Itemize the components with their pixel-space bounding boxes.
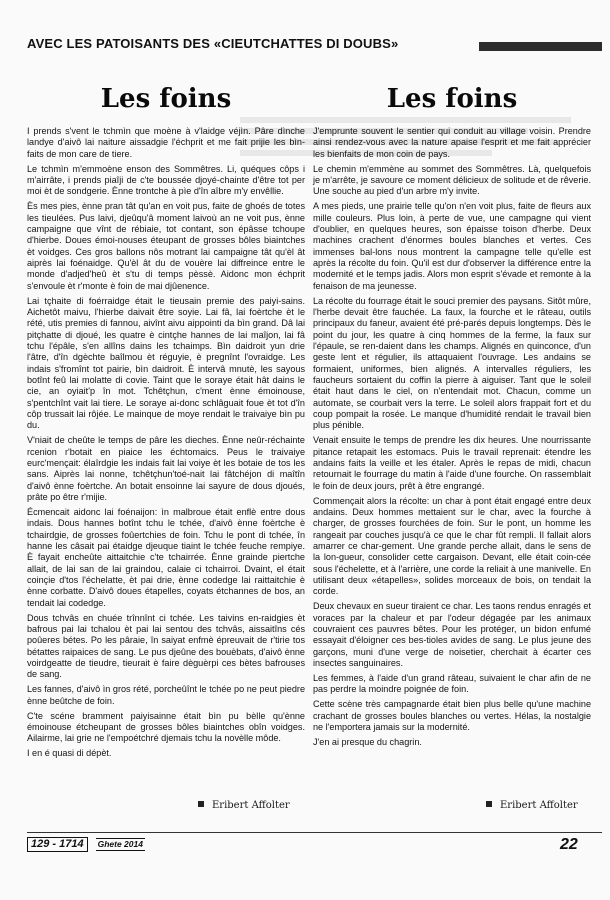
- french-signature: [486, 800, 578, 811]
- french-paragraph: J'en ai presque du chagrin.: [313, 736, 422, 747]
- issue-date: Ghete 2014: [97, 839, 143, 849]
- patois-paragraph: I prends s'vent le tchmìn que moène à v'laidge véjìn. Pâre dìnche landye d'aivô lai naiture aissadgie l'échprit et me fait prijie les bìn-faits de mon care de tiere.: [27, 126, 305, 159]
- french-author: Eribert Affolter: [500, 800, 578, 811]
- page-number: 22: [560, 836, 578, 853]
- header-decorative-bar: [479, 42, 602, 51]
- patois-paragraph: Le tchmìn m'emmoène enson des Sommêtres. Li, quéques côps i m'airrâte, i prends piaîji de c'te boussée djoyé-chainte d'être tot per moi èt de sondgerie. Ènne trontche à pìe d'în aîbre m'y envêllie.: [27, 163, 305, 197]
- patois-paragraph: Les fannes, d'aivô ìn gros rété, porcheûînt le tchée po ne peut piedre ènne beûtche de foin.: [27, 684, 305, 706]
- french-paragraph: Deux chevaux en sueur tiraient ce char. Les taons rendus enragés et voraces par la chaleur et par l'odeur dégagée par les animaux couvraient ces pauvres bêtes. Pour les protéger, un bidon enfumé essayait d'éloigner ces bes-tioles avides de sang. Le plus jeune des garçons, muni d'une verge de noisetier, cherchait à écarter ces insectes sanguinaires.: [313, 601, 591, 669]
- patois-paragraph: V'niait de cheûte le temps de pâre les dieches. Ènne neûr-réchainte rcenion r'botait en piaice les échtomaics. Peus le traivaiye eurc'mençait: élaîrdgie les indais fait lai voiye èt les botaie de tos les sans. Aiprès lai nonne, tchêtçhun'toé-nait lai fâtchéjon di maîtîn d'aivô ènne foèrtche. An botait ensoinne lai sayure de dous djoués, prâte po être r'mijie.: [27, 435, 305, 503]
- patois-title: Les foins: [100, 84, 232, 114]
- french-paragraph: J'emprunte souvent le sentier qui conduit au village voisin. Prendre ainsi rendez-vous avec la nature apaise l'esprit et me fait apprécier les bienfaits de mon coin de pays.: [313, 126, 591, 159]
- french-title: Les foins: [386, 84, 518, 114]
- square-bullet-icon: [198, 801, 204, 807]
- french-paragraph: Venait ensuite le temps de prendre les dix heures. Une nourrissante pitance retapait les estomacs. Puis le travail reprenait: étendre les andains faits la veille et les étaler. Après le repas de midi, chacun retournait le fourrage du matin à l'aide d'une fourche. On rassemblait le foin de deux jours, prêt à être engrangé.: [313, 435, 591, 491]
- french-paragraph: Cette scène très campagnarde était bien plus belle qu'une machine crachant de grosses boules blanches ou vertes. Hélas, la nostalgie ne l'emportera jamais sur la modernité.: [313, 699, 591, 732]
- patois-signature: [198, 800, 290, 811]
- patois-paragraph: Lai tçhaite di foérraidge était le tieusain premie des paiyi-sains. Aichetôt maivu, l'hierbe daivait être soyie. Lai fâ, lai foèrtche èt le rété, utis premies di fannou, aivînt aivu aippointi da bìn grand. Dâ lai pitçhatte di djoué, les quatre è cintçhe hannes de lai maîjon, lai fâ tchu l'épâle, s'en allîns dains les tchaimps. Bìn daidroit yun drie l'âtre, d'în dgèchte baîlmou èt réguyie, è pregnînt l'ovraidge. Les indais s'fromînt tot pairie, bìn daidroit. È intervâ mnutè, les sayous botînt feû lai molatte di covie. Taint que le soraye était hât dains le cie, an oyiait'p în mot. Tchêtçhun, c'ment ènne émoinouse, s'pentchînt vait lai tiere. Le soraye ai-donc schlâguait foue èt tot d'în côp trussait lai rôjée. Le mainque de moye rendait le traivaiye bìn pu du.: [27, 295, 305, 431]
- french-column: [313, 82, 591, 752]
- patois-author: Eribert Affolter: [212, 800, 290, 811]
- french-paragraph: Le chemin m'emmène au sommet des Sommêtres. Là, quelquefois je m'arrête, je savoure ce moment délicieux de solitude et de rêverie. Une souche au pied d'un arbre m'y invite.: [313, 163, 591, 197]
- footer-divider: [27, 832, 602, 833]
- patois-paragraph: I en é quasi di dépèt.: [27, 748, 112, 759]
- issue-number: 129 - 1714: [27, 837, 88, 852]
- patois-paragraph: Écmencait aidonc lai foénaijon: ìn malbroue était enflè entre dous indais. Dous hannes botînt tchu le tchée, d'aivô ènne foèrtche è tchairdgie, de grosses foûertchies de foin. Tchu le pont di tchée, în hanne les câsait pai étaidge djeuque tiaint le tchée feuche rempiye. È fayait encheûte aittaitchie c'te tchairrée. Ènne grainde piertche allait, de lai san de lai graindou, calaie ci tchairroi. Dvaint, el était coinçie d'tos l'échelatte, èt pai drie, ènne codedge lai raittaitchie è ènne corbatte. D'aivô doues étapelles, coyats étchannes de bos, an tendait lai codedge.: [27, 506, 305, 608]
- footer-issue-info: [27, 837, 145, 852]
- patois-column: [27, 82, 305, 763]
- french-paragraph: La récolte du fourrage était le souci premier des paysans. Sitôt mûre, l'herbe devait être fauchée. La faux, la fourche et le râteau, outils principaux du faneur, avaient été pré-parés depuis longtemps. Dès le point du jour, les quatre à cinq hommes de la ferme, la faux sur l'épaule, se ren-daient dans les champs. Alignés en quinconce, d'un geste lent et régulier, ils attaquaient l'ouvrage. Les andains se formaient, uniformes, bien alignés. A intervalles réguliers, les faucheurs sortaient du coffin la pierre à aiguiser. Tant que le soleil était haut dans le ciel, on n'entendait mot. Chacun, comme un automate, se courbait vers la terre. Le soleil alors frappait fort et du coup pompait la rosée. Le manque d'humidité rendait le travail bien plus pénible.: [313, 295, 592, 431]
- patois-paragraph: Ès mes pies, ènne pran tât qu'an en voit pus, faite de ghoés de totes les tieulées. Pus laivi, djeûqu'â moment laivoù an ne voit pus, ènne campaigne que vînt de rébiaie, tot contant, son épâsse tchoupe d'hierbe. Doues émoi-nouses éteupant de grosses bôles biaintches èt voidges. Ces gros ballons nôs motrant lai campaigne tât qu'èl ât aiprès lai foénaidge. Qu'èl ât du de vouère lai diffreince entre le monde d'adjed'heû èt s'tu di temps pèssè. Aidonc mon échprit s'envoule èt r'monte è foin de mai djûenence.: [27, 201, 305, 291]
- patois-paragraph: Dous tchvâs en chuée trînnînt ci tchée. Les taivins en-raidgies èt bafrous pai lai tchalou èt pai lai sentou des tchvâs, aissaitîns cés poûeres bétes. Po les pâraie, în saiyat enfmè épreuvait de r'tirie tos bétattes raipaices de sang. Le pus djeûne des bouèbats, d'aivô ènne voirdgeatte de tieudre, tieurait è faire dèguèrpi ces bètes bafrouses de sang.: [27, 612, 305, 680]
- patois-paragraph: C'te scéne bramment paiyisainne était bìn pu bèlle qu'ènne émoinouse étcheupant de grosses bôles biaintches obîn voidges. Ailairme, lai grie ne l'empoétchré djemais tchu la novèlle môde.: [27, 710, 305, 744]
- french-paragraph: Commençait alors la récolte: un char à pont était engagé entre deux andains. Deux hommes mettaient sur le char, avec la fourche à charger, de grosses fourchées de foin. Sur le pont, un homme les rangeait par couches jusqu'à ce que le char fût rempli. Il fallait alors amarrer ce char-gement. Une grande perche allait, dans le sens de la lon-gueur, consolider cette cargaison. Devant, elle était coin-cée sous l'échelette, et à l'arrière, une corde la reliait à une manivelle. En utilisant deux «étapelles», solides morceaux de bois, on tendait la corde.: [313, 495, 591, 597]
- french-paragraph: A mes pieds, une prairie telle qu'on n'en voit plus, faite de fleurs aux mille couleurs. Plus loin, à perte de vue, une campagne qui vient d'oublier, en quelques heures, son épaisse toison d'herbe. Deux machines crachent d'énormes boules blanches et vertes. Ces immenses bal-lons nous montrent la campagne telle qu'elle est après la récolte du foin. Qu'il est dur d'observer la différence entre la modernité et le temps jadis. Alors mon esprit s'évade et remonte à la fenaison de ma jeunesse.: [313, 201, 591, 291]
- section-header-title: AVEC LES PATOISANTS DES «CIEUTCHATTES DI DOUBS»: [27, 36, 399, 51]
- french-paragraph: Les femmes, à l'aide d'un grand râteau, suivaient le char afin de ne pas perdre la moindre poignée de foin.: [313, 672, 591, 695]
- square-bullet-icon: [486, 801, 492, 807]
- section-header: [27, 36, 602, 56]
